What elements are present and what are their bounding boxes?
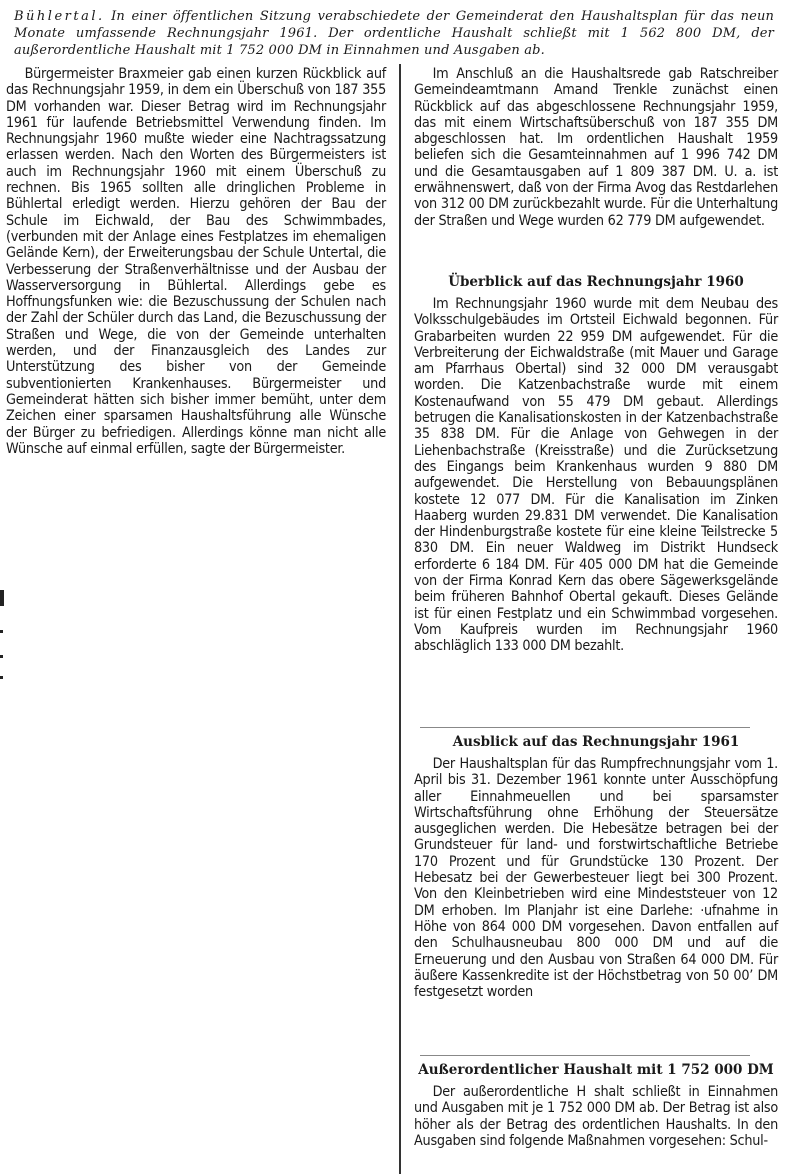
section-heading: Außerordentlicher Haushalt mit 1 752 000 DM (418, 1062, 774, 1078)
page-edge-mark (0, 630, 3, 633)
dateline-place: Bühlertal. (14, 9, 105, 24)
section-paragraph: Der außerordentliche H shalt schließt in Einnahmen und Ausgaben mit je 1 752 000 DM ab. Der Betrag ist also höher als der Betrag des ordentlichen Haushalts. In den Ausgaben sind folgende Maßnahmen vorgesehen: Schul- (414, 1084, 778, 1149)
section-heading: Überblick auf das Rechnungsjahr 1960 (448, 274, 744, 290)
section-review-1960 (414, 274, 778, 655)
column-divider (399, 64, 401, 1174)
section-outlook-1961 (414, 734, 778, 1000)
right-intro-paragraph: Im Anschluß an die Haushaltsrede gab Ratschreiber Gemeindeamtmann Amand Trenkle zunächst einen Rückblick auf das abgeschlossene Rechnungsjahr 1959, das mit einem Wirtschaftsüberschuß von 187 355 DM abgeschlossen hat. Im ordentlichen Haushalt 1959 beliefen sich die Gesamteinnahmen auf 1 996 742 DM und die Gesamtausgaben auf 1 809 387 DM. U. a. ist erwähnenswert, daß von der Firma Avog das Restdarlehen von 312 00 DM zurückbezahlt wurde. Für die Unterhaltung der Straßen und Wege wurden 62 779 DM aufgewendet. (414, 66, 778, 229)
right-column-intro (414, 66, 778, 229)
page-edge-mark (0, 655, 3, 658)
page-edge-mark (0, 676, 3, 679)
section-paragraph: Der Haushaltsplan für das Rumpfrechnungsjahr vom 1. April bis 31. Dezember 1961 konnte unter Ausschöpfung aller Einnahmeuellen und bei sparsamster Wirtschaftsführung ohne Erhöhung der Steuersätze ausgeglichen werden. Die Hebesätze betragen bei der Grundsteuer für land- und forstwirtschaftliche Betriebe 170 Prozent und für Grundstücke 130 Prozent. Der Hebesatz bei der Gewerbesteuer liegt bei 300 Prozent. Von den Kleinbetrieben wird eine Mindeststeuer von 12 DM erhoben. Im Planjahr ist eine Darlehe: ·ufnahme in Höhe von 864 000 DM vorgesehen. Davon entfallen auf den Schulhausneubau 800 000 DM und auf die Erneuerung und den Ausbau von Straßen 64 000 DM. Für äußere Kassenkredite ist der Höchstbetrag von 50 00’ DM festgesetzt worden (414, 756, 778, 1001)
lead-paragraph (14, 8, 774, 59)
page-edge-mark (0, 590, 4, 606)
left-column (6, 66, 386, 457)
section-extraordinary-budget (414, 1062, 778, 1149)
section-heading: Ausblick auf das Rechnungsjahr 1961 (452, 734, 740, 750)
section-paragraph: Im Rechnungsjahr 1960 wurde mit dem Neubau des Volksschulgebäudes im Ortsteil Eichwald begonnen. Für Grabarbeiten wurden 22 959 DM aufgewendet. Für die Verbreiterung der Eichwaldstraße (mit Mauer und Garage am Pfarrhaus Obertal) sind 32 000 DM verausgabt worden. Die Katzenbachstraße wurde mit einem Kostenaufwand von 55 479 DM gebaut. Allerdings betrugen die Kanalisationskosten in der Katzenbachstraße 35 838 DM. Für die Anlage von Gehwegen in der Liehenbachstraße (Kreisstraße) und die Zurücksetzung des Eingangs beim Krankenhaus wurden 9 880 DM aufgewendet. Die Herstellung von Bebauungsplänen kostete 12 077 DM. Für die Kanalisation im Zinken Haaberg wurden 29.831 DM verwendet. Die Kanalisation der Hindenburgstraße kostete für eine kleine Teilstrecke 5 830 DM. Ein neuer Waldweg im Distrikt Hundseck erforderte 6 184 DM. Für 405 000 DM hat die Gemeinde von der Firma Konrad Kern das obere Sägewerksgelände beim früheren Bahnhof Obertal gekauft. Dieses Gelände ist für einen Festplatz und ein Schwimmbad vorgesehen. Vom Kaufpreis wurden im Rechnungsjahr 1960 abschläglich 133 000 DM bezahlt. (414, 296, 778, 655)
section-divider (420, 1055, 750, 1056)
lead-text: In einer öffentlichen Sitzung verabschiedete der Gemeinderat den Haushaltsplan für das neun Monate umfassende Rechnungsjahr 1961. Der ordentliche Haushalt schließt mit 1 562 800 DM, der außerordentliche Haushalt mit 1 752 000 DM in Einnahmen und Ausgaben ab. (14, 9, 774, 58)
left-column-paragraph: Bürgermeister Braxmeier gab einen kurzen Rückblick auf das Rechnungsjahr 1959, in dem ein Überschuß von 187 355 DM vorhanden war. Dieser Betrag wird im Rechnungsjahr 1961 für laufende Betriebsmittel Verwendung finden. Im Rechnungsjahr 1960 mußte wieder eine Nachtragssatzung erlassen werden. Nach den Worten des Bürgermeisters ist auch im Rechnungsjahr 1960 mit einem Überschuß zu rechnen. Bis 1965 sollten alle dringlichen Probleme in Bühlertal erledigt werden. Hierzu gehören der Bau der Schule im Eichwald, der Bau des Schwimmbades, (verbunden mit der Anlage eines Festplatzes im ehemaligen Gelände Kern), der Erweiterungsbau der Schule Untertal, die Verbesserung der Straßenverhältnisse und der Ausbau der Wasserversorgung in Bühlertal. Allerdings gebe es Hoffnungsfunken wie: die Bezuschussung der Schulen nach der Zahl der Schüler durch das Land, die Bezuschussung der Straßen und Wege, die von der Gemeinde unterhalten werden, und der Finanzausgleich des Landes zur Unterstützung des bisher von der Gemeinde subventionierten Krankenhauses. Bürgermeister und Gemeinderat hätten sich bisher immer bemüht, unter dem Zeichen einer sparsamen Haushaltsführung alle Wünsche der Bürger zu befriedigen. Allerdings könne man nicht alle Wünsche auf einmal erfüllen, sagte der Bürgermeister. (6, 66, 386, 457)
section-divider (420, 727, 750, 728)
